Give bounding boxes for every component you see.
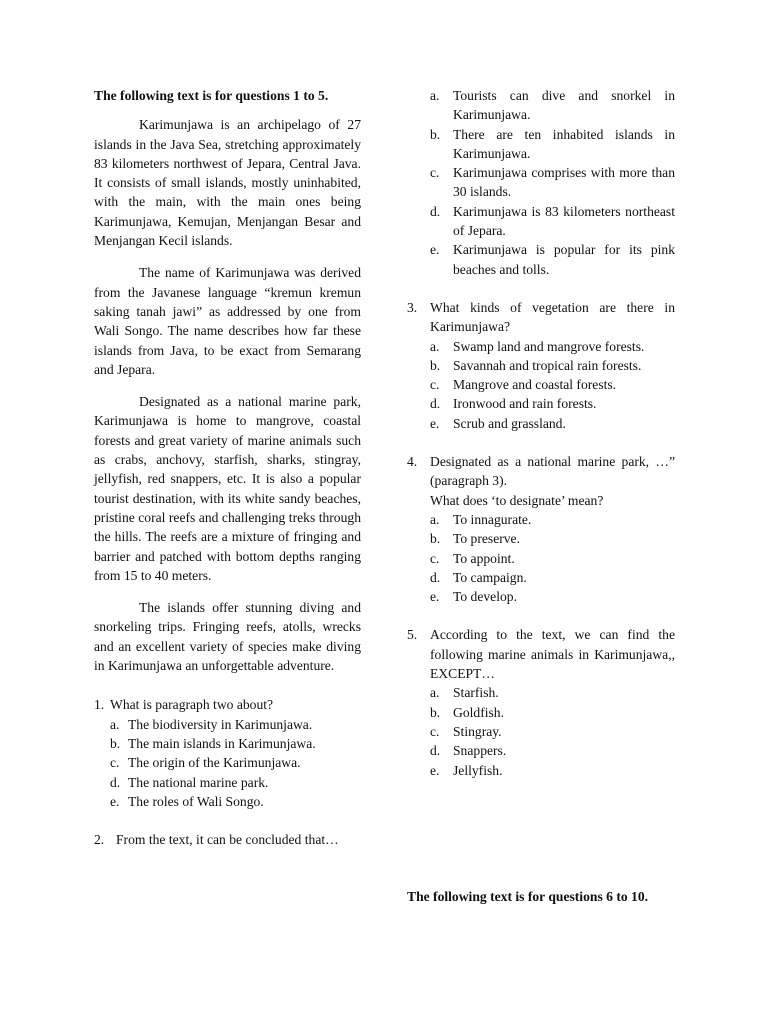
option-d [430,741,675,760]
option-text: The national marine park. [128,774,269,790]
option-label: a. [110,716,120,732]
spacer [407,433,675,452]
option-text: Stingray. [453,723,502,739]
option-text: The biodiversity in Karimunjawa. [128,716,313,732]
option-e [110,792,361,811]
option-e [430,240,675,279]
option-label: d. [430,396,441,412]
option-label: a. [430,511,440,527]
reading-paragraph-3: Designated as a national marine park, Karimunjawa is home to mangrove, coastal forests and great variety of marine animals such as crabs, anchovy, starfish, sharks, stingray, jellyfish, red snappers, etc. It is also a popular tourist destination, with its white sandy beaches, pristine coral reefs and challenging treks through the hills. The reefs are a mixture of fringing and barrier and patched with bottom depths ranging from 15 to 40 meters. [94,394,361,583]
option-label: b. [430,531,441,547]
option-a [430,337,675,356]
left-column [94,86,361,849]
reading-paragraph-1: Karimunjawa is an archipelago of 27 islands in the Java Sea, stretching approximately 83 kilometers northwest of Jepara, Central Java. It consists of small islands, mostly uninhabited, with the main, with the main ones being Karimunjawa, Kemujan, Menjangan Besar and Menjangan Kecil islands. [94,117,361,249]
reading-paragraph-2: The name of Karimunjawa was derived from the Javanese language “kremun kremun saking tanah jawi” as addressed by one from Wali Songo. The name describes how far these islands from Java, to be exact from Semarang and Jepara. [94,265,361,377]
option-label: b. [430,704,441,720]
option-c [110,753,361,772]
option-list [110,715,361,811]
option-label: d. [110,774,121,790]
option-label: c. [430,723,440,739]
spacer [407,606,675,625]
option-d [430,394,675,413]
option-label: e. [430,762,440,778]
option-b [430,125,675,164]
option-label: a. [430,338,440,354]
right-column [407,86,675,780]
option-text: To campaign. [453,569,527,585]
option-text: To innagurate. [453,511,532,527]
option-label: a. [430,88,440,103]
question-2-option-list [407,86,675,279]
option-text: Goldfish. [453,704,504,720]
option-a [430,86,675,125]
question-5 [407,625,675,779]
option-c [430,163,675,202]
option-text: The roles of Wali Songo. [128,793,264,809]
option-b [430,529,675,548]
option-text: There are ten inhabited islands in Karimunjawa. [453,126,675,161]
question-number: 2. [94,832,105,848]
question-4 [407,452,675,606]
option-b [110,734,361,753]
option-text: Jellyfish. [453,762,503,778]
option-text: Ironwood and rain forests. [453,396,597,412]
option-b [430,703,675,722]
option-text: Snappers. [453,743,507,759]
option-text: The origin of the Karimunjawa. [128,755,301,771]
option-a [430,683,675,702]
reading-paragraph-4: The islands offer stunning diving and snorkeling trips. Fringing reefs, atolls, wrecks and an excellent variety of species make diving in Karimunjawa an unforgettable adventure. [94,600,361,674]
option-text: Savannah and tropical rain forests. [453,357,642,373]
option-e [430,414,675,433]
option-text: Scrub and grassland. [453,415,566,431]
option-label: c. [430,550,440,566]
option-text: Starfish. [453,685,499,701]
question-text: According to the text, we can find the following marine animals in Karimunjawa,, EXCEPT… [430,627,675,682]
option-c [430,722,675,741]
question-subtext: What does ‘to designate’ mean? [430,492,604,508]
option-c [430,375,675,394]
option-text: Mangrove and coastal forests. [453,377,617,393]
option-list [430,510,675,606]
option-d [430,568,675,587]
next-section-heading: The following text is for questions 6 to 10. [407,889,649,904]
question-number: 1. [94,697,105,713]
option-b [430,356,675,375]
question-number: 5. [407,627,418,643]
option-label: b. [110,735,121,751]
option-label: c. [430,165,440,181]
option-text: Karimunjawa is 83 kilometers northeast of Jepara. [453,203,675,239]
option-c [430,549,675,568]
question-text: From the text, it can be concluded that… [116,832,339,848]
option-label: e. [110,793,120,809]
option-list [430,337,675,433]
option-label: d. [430,743,441,759]
question-number: 4. [407,454,418,470]
section-heading: The following text is for questions 1 to 5. [94,88,329,103]
option-list [430,683,675,779]
question-3 [407,298,675,433]
option-label: e. [430,242,440,258]
option-label: b. [430,126,441,142]
question-number: 3. [407,299,418,315]
option-e [430,761,675,780]
question-1 [94,695,361,811]
option-label: c. [110,755,120,771]
spacer [407,279,675,298]
option-text: To develop. [453,589,517,605]
question-2 [94,830,361,849]
option-d [110,773,361,792]
option-text: Karimunjawa is popular for its pink beaches and tolls. [453,242,675,277]
option-label: e. [430,589,440,605]
option-label: b. [430,357,441,373]
option-text: Swamp land and mangrove forests. [453,338,645,354]
option-a [110,715,361,734]
option-text: Karimunjawa comprises with more than 30 islands. [453,165,675,200]
question-text: What kinds of vegetation are there in Karimunjawa? [430,299,675,335]
option-d [430,202,675,241]
question-text: What is paragraph two about? [110,697,274,713]
option-a [430,510,675,529]
option-label: c. [430,377,440,393]
option-label: a. [430,685,440,701]
option-label: d. [430,203,441,219]
option-text: Tourists can dive and snorkel in Karimunjawa. [453,88,675,123]
option-e [430,587,675,606]
option-label: d. [430,569,441,585]
option-text: To appoint. [453,550,515,566]
option-text: To preserve. [453,531,520,547]
question-text: Designated as a national marine park, …” (paragraph 3). [430,454,675,489]
option-label: e. [430,415,440,431]
spacer [94,811,361,830]
option-text: The main islands in Karimunjawa. [128,735,316,751]
